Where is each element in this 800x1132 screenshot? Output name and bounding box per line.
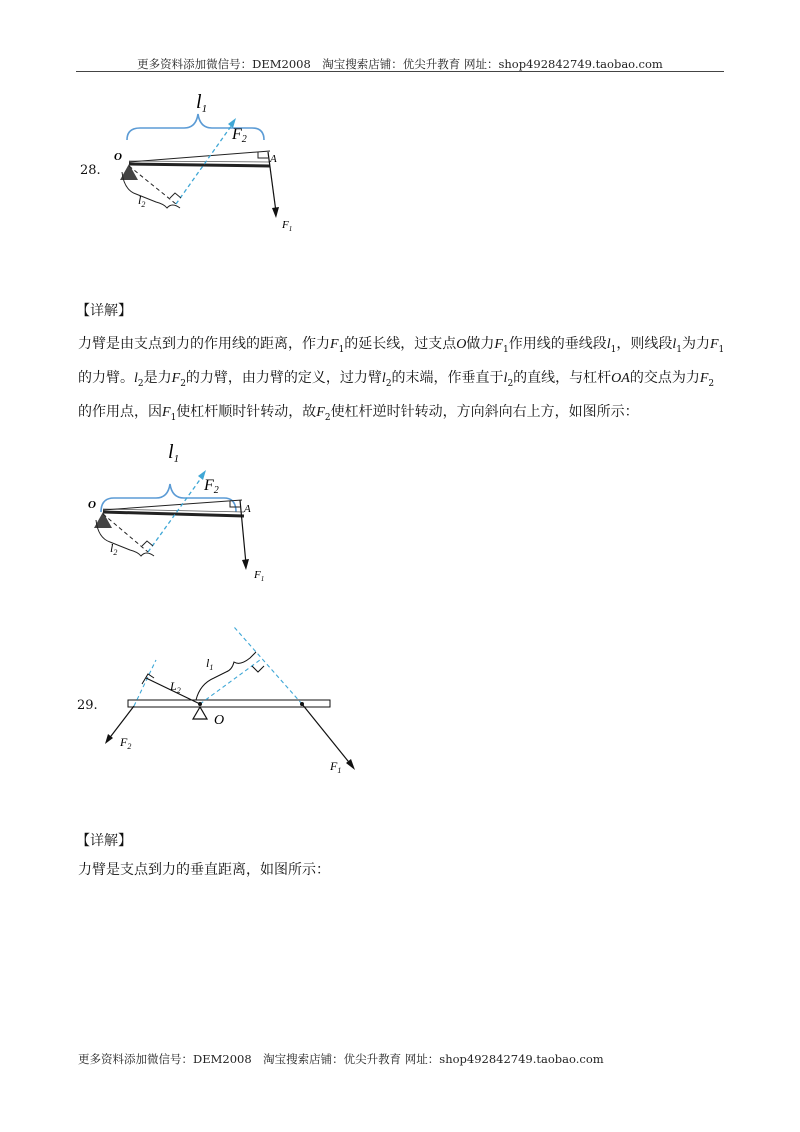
label-o: O: [214, 713, 225, 728]
label-f1: $F_1$: [282, 219, 293, 233]
svg-text:A: A: [244, 503, 251, 515]
svg-text:O: O: [88, 499, 96, 511]
f2-extension: [134, 660, 156, 706]
svg-text:l2: $l_2$: [110, 541, 118, 557]
svg-text:F2: F2: [204, 477, 219, 496]
l2-segment: [129, 166, 176, 204]
label-f1: $F_1$: [330, 759, 342, 775]
q28-figure-content: [114, 91, 292, 233]
f2-arrow: [176, 122, 234, 204]
lever-oa: [129, 164, 270, 166]
l1-label: $l_1$: [196, 91, 208, 115]
page-footer: 更多资料添加微信号：DEM2008 淘宝搜索店铺：优尖升教育 网址：shop492842749.taobao.com: [78, 1052, 604, 1066]
pivot-triangle: [193, 707, 207, 719]
q28-explain-title: 【详解】: [76, 303, 132, 319]
label-l1: $l_1$: [206, 656, 214, 672]
f1-arrow: [302, 704, 352, 766]
q28-explanation: 力臂是由支点到力的作用线的距离，作力$F_1$的延长线，过支点O做力$F_1$作用线的垂线段$l_1$，则线段$l_1$为力$F_1$的力臂。$l_2$是力$F_2$的力臂，由力臂的定义，过力臂$l_2$的末端，作垂直于$l_2$的直线，与杠杆OA的交点为力$F_2$的作用点，因$F_1$使杠杆顺时针转动，故$F_2$使杠杆逆时针转动，方向斜向右上方，如图所示：: [78, 336, 725, 423]
label-l2: $l_2$: [138, 193, 146, 209]
svg-text:F1: $F_1$: [254, 569, 265, 583]
f1-extension: [234, 627, 302, 704]
question-28-number: 28.: [80, 163, 101, 178]
label-f2: F2: [232, 126, 247, 145]
q28-lever-figure: [112, 82, 332, 232]
header-divider: [76, 71, 724, 72]
q29-explain-title: 【详解】: [76, 833, 132, 849]
page-header: 更多资料添加微信号：DEM2008 淘宝搜索店铺：优尖升教育 网址：shop492842749.taobao.com: [137, 57, 663, 71]
svg-text:l1: $l_1$: [168, 441, 180, 465]
label-o: O: [114, 151, 122, 163]
question-29-number: 29.: [77, 698, 98, 713]
q29-explanation: 力臂是支点到力的垂直距离，如图所示：: [78, 862, 330, 878]
q29-lever-figure: [100, 622, 370, 782]
q28-answer-figure: [86, 432, 306, 582]
l1-segment: [129, 151, 270, 162]
label-a: A: [270, 153, 277, 165]
label-l2: $L_2$: [170, 679, 181, 695]
label-f2: $F_2$: [120, 735, 132, 751]
